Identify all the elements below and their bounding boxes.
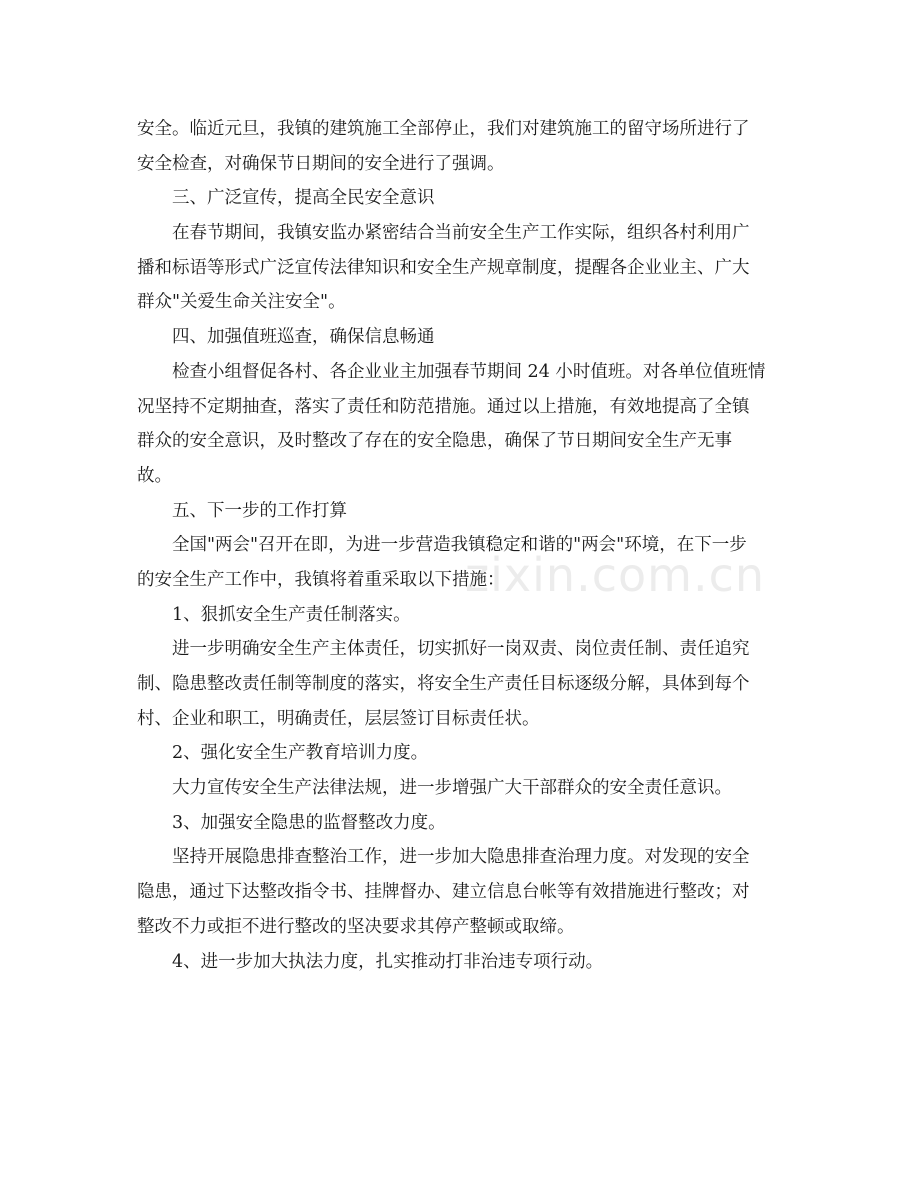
document-body (137, 112, 787, 979)
text-line: 的安全生产工作中，我镇将着重采取以下措施： (137, 569, 505, 590)
text-line: 五、下一步的工作打算 (172, 500, 347, 521)
text-line: 进一步明确安全生产主体责任，切实抓好一岗双责、岗位责任制、责任追究 (172, 639, 750, 660)
text-line: 安全。临近元旦，我镇的建筑施工全部停止，我们对建筑施工的留守场所进行了 (137, 119, 750, 139)
text-line: 制、隐患整改责任制等制度的落实，将安全生产责任目标逐级分解，具体到每个 (137, 674, 750, 694)
text-line: 故。 (137, 465, 172, 486)
text-line: 1、狠抓安全生产责任制落实。 (172, 604, 411, 625)
text-line: 全国"两会"召开在即，为进一步营造我镇稳定和谐的"两会"环境，在下一步 (172, 535, 747, 556)
text-line: 四、加强值班巡查，确保信息畅通 (172, 327, 435, 348)
text-line: 况坚持不定期抽查，落实了责任和防范措施。通过以上措施，有效地提高了全镇 (137, 396, 750, 417)
text-line: 检查小组督促各村、各企业业主加强春节期间 24 小时值班。对各单位值班情 (172, 361, 766, 382)
text-line: 在春节期间，我镇安监办紧密结合当前安全生产工作实际，组织各村利用广 (172, 223, 750, 244)
watermark-text: zixin.com.cn (465, 548, 766, 602)
text-line: 2、强化安全生产教育培训力度。 (172, 743, 429, 764)
text-line: 三、广泛宣传，提高全民安全意识 (172, 188, 435, 209)
text-line: 大力宣传安全生产法律法规，进一步增强广大干部群众的安全责任意识。 (172, 778, 732, 799)
text-line: 3、加强安全隐患的监督整改力度。 (172, 812, 446, 833)
text-line: 隐患，通过下达整改指令书、挂牌督办、建立信息台帐等有效措施进行整改；对 (137, 882, 750, 903)
text-line: 4、进一步加大执法力度，扎实推动打非治违专项行动。 (172, 951, 604, 972)
text-line: 群众"关爱生命关注安全"。 (137, 292, 346, 313)
text-line: 群众的安全意识，及时整改了存在的安全隐患，确保了节日期间安全生产无事 (137, 431, 732, 452)
text-line: 整改不力或拒不进行整改的坚决要求其停产整顿或取缔。 (137, 916, 575, 937)
text-line: 村、企业和职工，明确责任，层层签订目标责任状。 (137, 708, 540, 729)
text-line: 播和标语等形式广泛宣传法律知识和安全生产规章制度，提醒各企业业主、广大 (137, 257, 750, 278)
text-line: 安全检查，对确保节日期间的安全进行了强调。 (137, 153, 505, 174)
text-line: 坚持开展隐患排查整治工作，进一步加大隐患排查治理力度。对发现的安全 (172, 847, 750, 868)
